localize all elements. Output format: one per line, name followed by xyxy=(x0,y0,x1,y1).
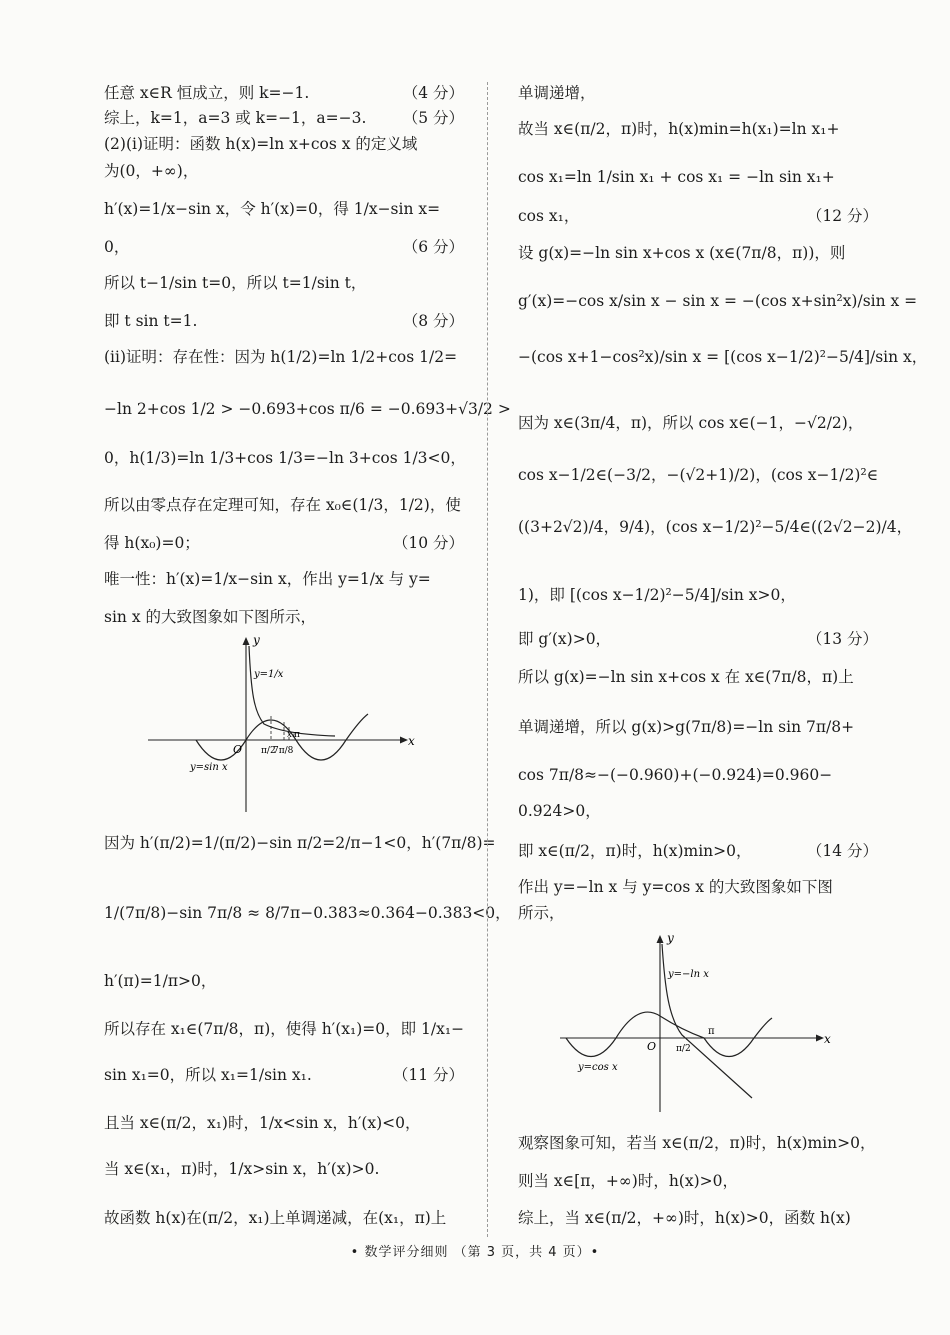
solution-line xyxy=(104,133,464,155)
figure-neglog-cosine xyxy=(556,930,836,1116)
score-points: （6 分） xyxy=(402,238,464,256)
line-text: cos x−1/2∈(−3/2，−(√2+1)/2)，(cos x−1/2)²∈ xyxy=(518,466,879,484)
line-text: sin x₁=0，所以 x₁=1/sin x₁. xyxy=(104,1066,312,1084)
line-text: cos x₁， xyxy=(518,207,580,225)
solution-line xyxy=(518,800,878,822)
solution-line xyxy=(104,272,464,294)
solution-line xyxy=(518,716,878,738)
tick-pi-half: π/2 xyxy=(676,1044,691,1054)
solution-line xyxy=(104,107,464,129)
graph-1 xyxy=(140,632,420,818)
solution-line xyxy=(518,516,913,538)
line-text: 作出 y=−ln x 与 y=cos x 的大致图象如下图 xyxy=(518,878,833,896)
solution-line xyxy=(518,666,878,688)
line-text: ((3+2√2)/4，9/4)，(cos x−1/2)²−5/4∈((2√2−2)/4， xyxy=(518,518,913,536)
line-text: 观察图象可知，若当 x∈(π/2，π)时，h(x)min>0， xyxy=(518,1134,876,1152)
line-text: g′(x)=−cos x/sin x − sin x = −(cos x+sin²x)/sin x = xyxy=(518,292,918,310)
solution-line xyxy=(518,290,918,312)
solution-line xyxy=(518,1170,878,1192)
line-text: sin x 的大致图象如下图所示， xyxy=(104,608,316,626)
line-text: cos 7π/8≈−(−0.960)+(−0.924)=0.960− xyxy=(518,766,833,784)
solution-line xyxy=(518,902,878,924)
solution-line xyxy=(104,1064,464,1086)
tick-x1: x₁ xyxy=(287,730,296,740)
score-points: （13 分） xyxy=(806,630,878,648)
line-text: 即 t sin t=1. xyxy=(104,312,198,330)
score-points: （4 分） xyxy=(402,84,464,102)
score-points: （8 分） xyxy=(402,312,464,330)
y-axis-label: y xyxy=(667,931,674,945)
solution-line xyxy=(104,494,464,516)
line-text: 当 x∈(x₁，π)时，1/x>sin x，h′(x)>0. xyxy=(104,1160,380,1178)
line-text: 即 g′(x)>0， xyxy=(518,630,612,648)
solution-line xyxy=(518,242,878,264)
line-text: 单调递增，所以 g(x)>g(7π/8)=−ln sin 7π/8+ xyxy=(518,718,855,736)
line-text: h′(π)=1/π>0， xyxy=(104,972,217,990)
line-text: 因为 x∈(3π/4，π)，所以 cos x∈(−1，−√2/2)， xyxy=(518,414,864,432)
solution-line xyxy=(518,464,878,486)
line-text: 1/(7π/8)−sin 7π/8 ≈ 8/7π−0.383≈0.364−0.383<0， xyxy=(104,904,511,922)
solution-line xyxy=(104,970,464,992)
solution-line xyxy=(518,118,878,140)
graph-2 xyxy=(556,930,836,1116)
solution-line xyxy=(104,832,496,854)
line-text: cos x₁=ln 1/sin x₁ + cos x₁ = −ln sin x₁+ xyxy=(518,168,835,186)
solution-line xyxy=(104,198,464,220)
y-axis-arrow-icon xyxy=(657,935,664,943)
line-text: 故当 x∈(π/2，π)时，h(x)min=h(x₁)=ln x₁+ xyxy=(518,120,840,138)
line-text: 所以存在 x₁∈(7π/8，π)，使得 h′(x₁)=0，即 1/x₁− xyxy=(104,1020,465,1038)
solution-line xyxy=(518,584,878,606)
tick-pi: π xyxy=(294,730,300,740)
line-text: h′(x)=1/x−sin x，令 h′(x)=0，得 1/x−sin x= xyxy=(104,200,441,218)
solution-line xyxy=(518,82,878,104)
line-text: −(cos x+1−cos²x)/sin x = [(cos x−1/2)²−5/4]/sin x， xyxy=(518,348,928,366)
tick-pi-half: π/2 xyxy=(261,746,276,756)
x-axis-arrow-icon xyxy=(816,1035,824,1042)
solution-line xyxy=(104,606,464,628)
line-text: 0.924>0， xyxy=(518,802,601,820)
origin-label: O xyxy=(233,743,243,756)
tick-7pi-8: 7π/8 xyxy=(273,746,294,756)
line-text: (ⅱ)证明：存在性：因为 h(1/2)=ln 1/2+cos 1/2= xyxy=(104,348,458,366)
solution-line xyxy=(104,1158,464,1180)
solution-line xyxy=(104,532,464,554)
line-text: 综上，当 x∈(π/2，+∞)时，h(x)>0，函数 h(x) xyxy=(518,1209,851,1227)
solution-line xyxy=(104,82,464,104)
origin-label: O xyxy=(647,1040,657,1053)
solution-line xyxy=(518,412,878,434)
solution-line xyxy=(518,205,878,227)
line-text: (2)(ⅰ)证明：函数 h(x)=ln x+cos x 的定义域 xyxy=(104,135,418,153)
x-axis-label: x xyxy=(408,734,415,748)
solution-line xyxy=(104,1112,464,1134)
solution-line xyxy=(518,166,878,188)
score-points: （14 分） xyxy=(806,842,878,860)
solution-line xyxy=(104,236,464,258)
solution-line xyxy=(104,160,464,182)
solution-line xyxy=(104,902,511,924)
solution-line xyxy=(518,1132,878,1154)
line-text: 设 g(x)=−ln sin x+cos x (x∈(7π/8，π))，则 xyxy=(518,244,846,262)
line-text: 且当 x∈(π/2，x₁)时，1/x<sin x，h′(x)<0， xyxy=(104,1114,421,1132)
solution-line xyxy=(104,310,464,332)
line-text: 1)，即 [(cos x−1/2)²−5/4]/sin x>0， xyxy=(518,586,796,604)
y-axis-arrow-icon xyxy=(243,637,250,645)
line-text: 所以由零点存在定理可知，存在 x₀∈(1/3，1/2)，使 xyxy=(104,496,461,514)
score-points: （11 分） xyxy=(392,1066,464,1084)
cosine-label: y=cos x xyxy=(578,1062,618,1073)
line-text: 唯一性：h′(x)=1/x−sin x，作出 y=1/x 与 y= xyxy=(104,570,431,588)
score-points: （5 分） xyxy=(402,109,464,127)
neglog-curve xyxy=(662,944,752,1098)
x-axis-arrow-icon xyxy=(400,737,408,744)
reciprocal-label: y=1/x xyxy=(254,669,284,680)
line-text: 则当 x∈[π，+∞)时，h(x)>0， xyxy=(518,1172,738,1190)
solution-line xyxy=(518,840,878,862)
solution-line xyxy=(104,1018,464,1040)
y-axis-label: y xyxy=(253,633,260,647)
sine-label: y=sin x xyxy=(190,762,228,773)
solution-line xyxy=(518,1207,878,1229)
column-divider xyxy=(487,82,488,1237)
neglog-label: y=−ln x xyxy=(668,969,709,980)
solution-line xyxy=(518,346,928,368)
score-points: （12 分） xyxy=(806,207,878,225)
solution-line xyxy=(104,447,464,469)
solution-line xyxy=(104,568,464,590)
line-text: 故函数 h(x)在(π/2，x₁)上单调递减，在(x₁，π)上 xyxy=(104,1209,447,1227)
solution-line xyxy=(518,764,878,786)
line-text: 0，h(1/3)=ln 1/3+cos 1/3=−ln 3+cos 1/3<0， xyxy=(104,449,466,467)
tick-pi: π xyxy=(708,1026,715,1037)
line-text: −ln 2+cos 1/2 > −0.693+cos π/6 = −0.693+√3/2 > xyxy=(104,400,511,418)
solution-line xyxy=(104,346,464,368)
line-text: 即 x∈(π/2，π)时，h(x)min>0， xyxy=(518,842,752,860)
line-text: 单调递增， xyxy=(518,84,596,102)
line-text: 所以 t−1/sin t=0，所以 t=1/sin t， xyxy=(104,274,367,292)
line-text: 任意 x∈R 恒成立，则 k=−1. xyxy=(104,84,310,102)
line-text: 得 h(x₀)=0； xyxy=(104,534,200,552)
line-text: 综上，k=1，a=3 或 k=−1，a=−3. xyxy=(104,109,367,127)
line-text: 为(0，+∞)， xyxy=(104,162,199,180)
solution-line xyxy=(104,1207,464,1229)
cosine-curve xyxy=(566,1012,772,1056)
score-points: （10 分） xyxy=(392,534,464,552)
x-axis-label: x xyxy=(824,1032,831,1046)
solution-line xyxy=(518,876,878,898)
line-text: 所以 g(x)=−ln sin x+cos x 在 x∈(7π/8，π)上 xyxy=(518,668,854,686)
figure-reciprocal-sine xyxy=(140,632,420,818)
solution-line xyxy=(518,628,878,650)
line-text: 0， xyxy=(104,238,130,256)
line-text: 所示， xyxy=(518,904,565,922)
solution-line xyxy=(104,398,511,420)
page-footer: • 数学评分细则 （第 3 页，共 4 页）• xyxy=(350,1245,600,1260)
line-text: 因为 h′(π/2)=1/(π/2)−sin π/2=2/π−1<0，h′(7π/8)= xyxy=(104,834,496,852)
